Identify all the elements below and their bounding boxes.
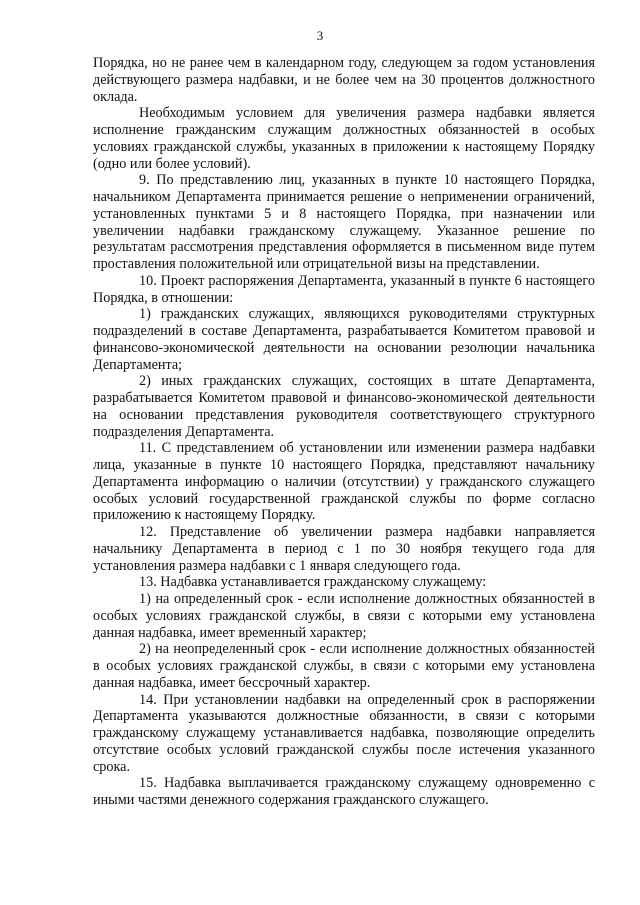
paragraph-15: 15. Надбавка выплачивается гражданскому служащему одновременно с иными частями денежного содержания гражданского служащего. [93, 775, 595, 808]
paragraph-13: 13. Надбавка устанавливается гражданскому служащему: [139, 574, 487, 591]
page-number: 3 [316, 28, 324, 43]
paragraph-condition: Необходимым условием для увеличения размера надбавки является исполнение гражданским служащим должностных обязанностей в особых условиях гражданской службы, указанных в приложении к настоящему Порядку (одно или более условий). [93, 105, 595, 172]
document-body [93, 55, 595, 809]
paragraph-12: 12. Представление об увеличении размера надбавки направляется начальнику Департамента в период с 1 по 30 ноября текущего года для установления размера надбавки с 1 января следующего года. [93, 524, 595, 574]
paragraph-11: 11. С представлением об установлении или изменении размера надбавки лица, указанные в пункте 10 настоящего Порядка, представляют начальнику Департамента информацию о наличии (отсутствии) у гражданского служащего особых условий государственной гражданской службы по форме согласно приложению к настоящему Порядку. [93, 440, 595, 524]
paragraph-10: 10. Проект распоряжения Департамента, указанный в пункте 6 настоящего Порядка, в отношении: [93, 272, 595, 306]
paragraph-continuation: Порядка, но не ранее чем в календарном году, следующем за годом установления действующего размера надбавки, и не более чем на 30 процентов должностного оклада. [93, 55, 595, 105]
paragraph-13-item-1: 1) на определенный срок - если исполнение должностных обязанностей в особых условиях гражданской службы, в связи с которыми ему установлена данная надбавка, имеет временный характер; [93, 591, 595, 641]
paragraph-14: 14. При установлении надбавки на определенный срок в распоряжении Департамента указываются должностные обязанности, в связи с которыми гражданскому служащему устанавливается надбавка, позволяющие определить отсутствие особых условий гражданской службы после истечения указанного срока. [93, 691, 595, 775]
paragraph-9: 9. По представлению лиц, указанных в пункте 10 настоящего Порядка, начальником Департамента принимается решение о неприменении ограничений, установленных пунктами 5 и 8 настоящего Порядка, при назначении или увеличении надбавки гражданскому служащему. Указанное решение по результатам рассмотрения представления оформляется в письменном виде путем проставления положительной или отрицательной визы на представлении. [93, 172, 595, 272]
paragraph-10-item-1: 1) гражданских служащих, являющихся руководителями структурных подразделений в составе Департамента, разрабатывается Комитетом правовой и финансово-экономической деятельности на основании резолюции начальника Департамента; [93, 306, 595, 373]
paragraph-13-item-2: 2) на неопределенный срок - если исполнение должностных обязанностей в особых условиях гражданской службы, в связи с которыми ему установлена данная надбавка, имеет бессрочный характер. [93, 641, 595, 691]
paragraph-10-item-2: 2) иных гражданских служащих, состоящих в штате Департамента, разрабатывается Комитетом правовой и финансово-экономической деятельности на основании представления руководителя соответствующего структурного подразделения Департамента. [93, 373, 595, 440]
